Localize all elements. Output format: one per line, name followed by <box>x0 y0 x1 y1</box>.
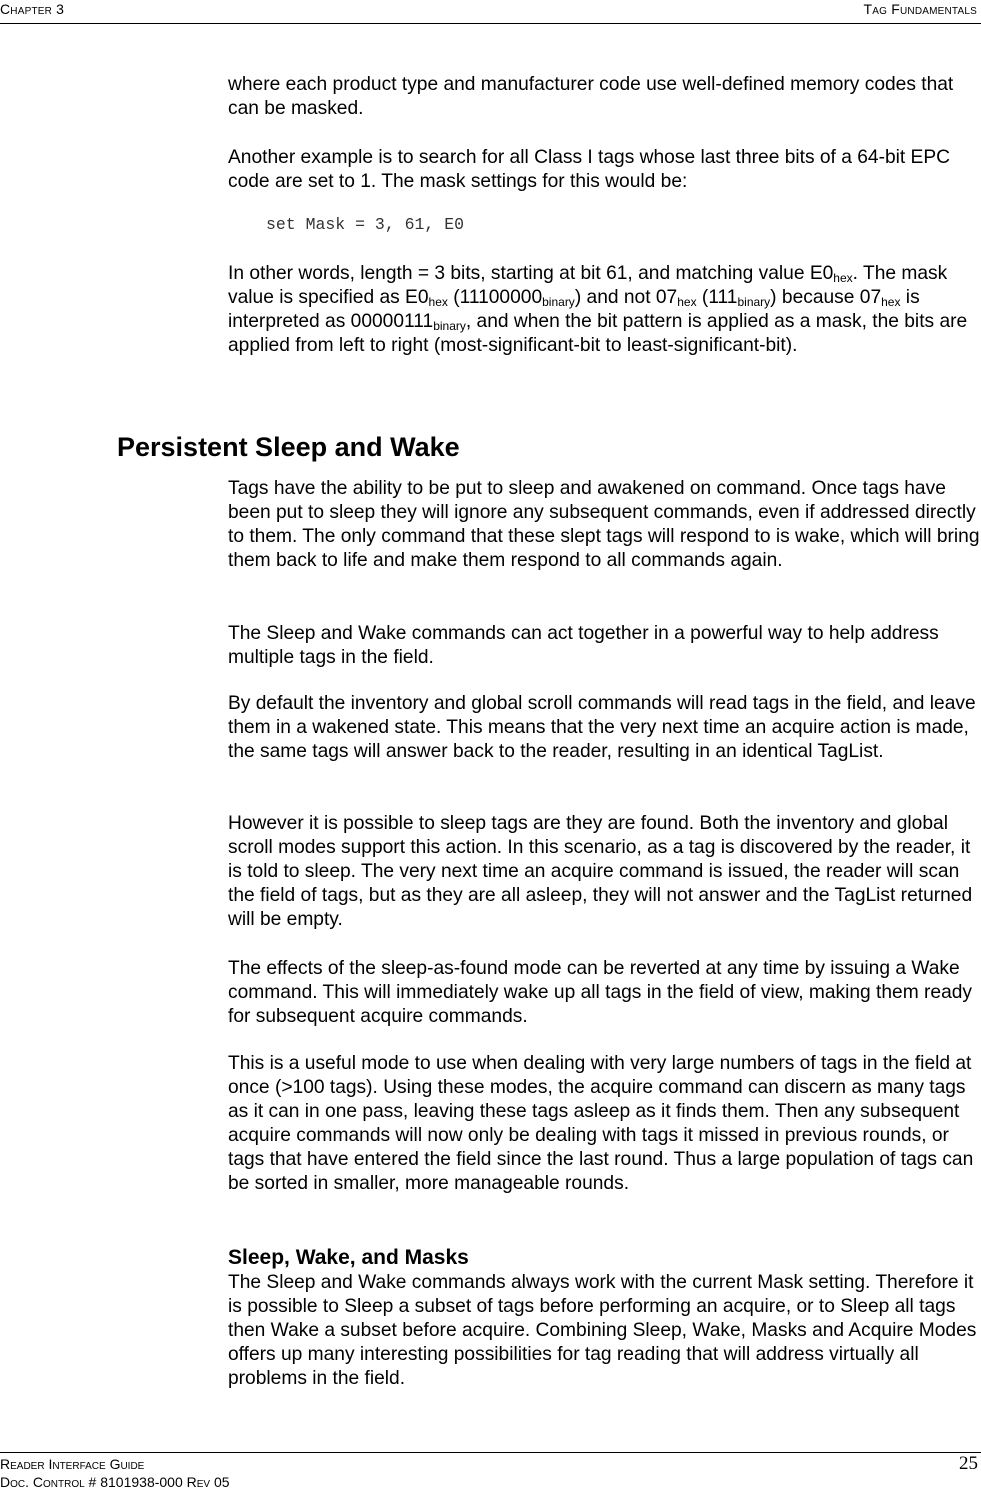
paragraph-text: The Sleep and Wake commands can act together in a powerful way to help address multiple tags in the field. <box>228 623 939 668</box>
code-sample: set Mask = 3, 61, E0 <box>266 215 465 234</box>
guide-title: Reader Interface Guide <box>0 1456 145 1472</box>
subsection-heading: Sleep, Wake, and Masks <box>228 1246 469 1269</box>
paragraph <box>228 146 980 194</box>
paragraph-text: Tags have the ability to be put to sleep and awakened on command. Once tags have been put to sleep they will ignore any subsequent commands, even if addressed directly to them. The only command that these slept tags will respond to is wake, which will bring them back to life and make them respond to all commands again. <box>228 478 980 571</box>
paragraph <box>228 477 980 573</box>
paragraph <box>228 622 980 670</box>
page-header <box>0 0 981 24</box>
doc-control: Doc. Control # 8101938-000 Rev 05 <box>0 1474 230 1490</box>
mask-explanation <box>228 262 980 358</box>
paragraph <box>228 73 980 121</box>
section-label: Tag Fundamentals <box>863 1 977 17</box>
paragraph <box>228 957 980 1029</box>
paragraph-text: By default the inventory and global scroll commands will read tags in the field, and leave them in a wakened state. This means that the very next time an acquire action is made, the same tags will answer back to the reader, resulting in an identical TagList. <box>228 693 976 762</box>
paragraph-text: Another example is to search for all Class I tags whose last three bits of a 64-bit EPC code are set to 1. The mask settings for this would be: <box>228 147 951 192</box>
chapter-label: Chapter 3 <box>0 1 65 17</box>
paragraph-text: In other words, length = 3 bits, starting at bit 61, and matching value $E0_{hex}$. The mask value is specified as $E0_{hex}$ $(11100000_{binary})$ and not $07_{hex}$ $(111_{binary})$ because $07_{hex}$ is interpreted as $00000111_{binary}$, and when the bit pattern is applied as a mask, the bits are applied from left to right (most-significant-bit to least-significant-bit). <box>228 263 968 356</box>
paragraph-text: This is a useful mode to use when dealing with very large numbers of tags in the field at once (>100 tags). Using these modes, the acquire command can discern as many tags as it can in one pass, leaving these tags asleep as it finds them. Then any subsequent acquire commands will now only be dealing with tags it missed in previous rounds, or tags that have entered the field since the last round. Thus a large population of tags can be sorted in smaller, more manageable rounds. <box>228 1053 974 1194</box>
paragraph-text: However it is possible to sleep tags are they are found. Both the inventory and global scroll modes support this action. In this scenario, as a tag is discovered by the reader, it is told to sleep. The very next time an acquire command is issued, the reader will scan the field of tags, but as they are all asleep, they will not answer and the TagList returned will be empty. <box>228 813 973 930</box>
paragraph-text: where each product type and manufacturer code use well-defined memory codes that can be masked. <box>228 74 954 119</box>
paragraph <box>228 812 980 932</box>
paragraph-text: The effects of the sleep-as-found mode can be reverted at any time by issuing a Wake command. This will immediately wake up all tags in the field of view, making them ready for subsequent acquire commands. <box>228 958 973 1027</box>
section-heading: Persistent Sleep and Wake <box>117 432 460 462</box>
page-number: 25 <box>959 1453 978 1474</box>
paragraph-text: The Sleep and Wake commands always work with the current Mask setting. Therefore it is possible to Sleep a subset of tags before performing an acquire, or to Sleep all tags then Wake a subset before acquire. Combining Sleep, Wake, Masks and Acquire Modes offers up many interesting possibilities for tag reading that will address virtually all problems in the field. <box>228 1272 977 1389</box>
subsection <box>228 1245 980 1391</box>
paragraph <box>228 1052 980 1196</box>
paragraph <box>228 692 980 764</box>
page-footer <box>0 1452 981 1493</box>
